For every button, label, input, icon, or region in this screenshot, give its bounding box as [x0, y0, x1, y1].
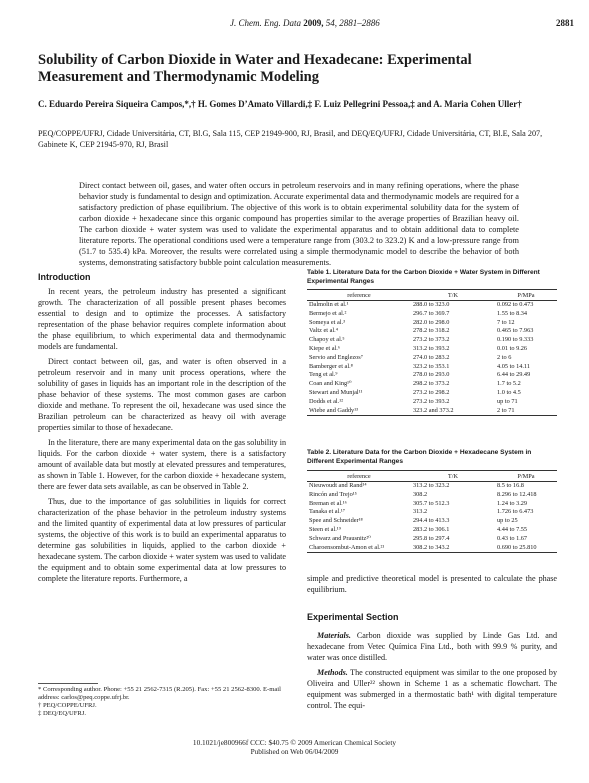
temperature-cell: 295.8 to 297.4: [413, 534, 450, 542]
table-row: [307, 336, 557, 345]
table-row: [307, 389, 557, 398]
reference-cell: Coan and King¹⁰: [309, 380, 352, 388]
methods-label: Methods.: [317, 668, 348, 677]
temperature-cell: 273.2 to 373.2: [413, 336, 450, 344]
pressure-cell: 1.55 to 8.34: [497, 309, 528, 317]
table-row: [307, 491, 557, 500]
footnotes: [38, 686, 286, 718]
reference-cell: Dalmolin et al.¹: [309, 301, 349, 308]
table-row: [307, 310, 557, 319]
pressure-cell: 0.43 to 1.67: [497, 534, 528, 542]
table2: [307, 470, 557, 553]
pressure-cell: 0.690 to 25.810: [495, 544, 557, 553]
reference-cell: Tanaka et al.¹⁷: [309, 508, 345, 516]
right-column-text: simple and predictive theoretical model is presented to calculate the phase equilibrium.: [307, 574, 557, 594]
table2-header-reference: reference: [307, 471, 411, 482]
temperature-cell: 308.2: [413, 490, 428, 498]
pressure-cell: 2 to 6: [497, 353, 512, 361]
temperature-cell: 283.2 to 306.1: [413, 525, 450, 533]
author-list: C. Eduardo Pereira Siqueira Campos,*,† H. Gomes D’Amato Villardi,‡ F. Luiz Pellegrini Pessoa,‡ and A. Maria Cohen Uller†: [38, 99, 522, 109]
reference-cell: Bamberger et al.⁸: [309, 362, 353, 370]
temperature-cell: 298.2 to 373.2: [413, 380, 450, 388]
table1-header-pressure: P/MPa: [495, 290, 557, 301]
experimental-body: [307, 630, 557, 715]
table2-header-pressure: P/MPa: [495, 471, 557, 482]
temperature-cell: 323.2 and 373.2: [411, 407, 495, 416]
table-row: [307, 380, 557, 389]
table-row: [307, 407, 557, 416]
publication-date-line: Published on Web 06/04/2009: [250, 747, 339, 756]
doi-copyright-line: 10.1021/je800966f CCC: $40.75 © 2009 American Chemical Society: [192, 738, 397, 747]
pressure-cell: 0.01 to 9.26: [497, 344, 528, 352]
table-row: [307, 301, 557, 310]
footnote-rule: [38, 683, 98, 684]
abstract: Direct contact between oil, gases, and water often occurs in petroleum reservoirs and in many refining operations, where the phase behavior study is fundamental to design and optimization. Accurate experimental data and thermodynamic models are required for a satisfactory prediction of phase equilibrium. The objective of this work is to obtain experimental solubility data for the system of carbon dioxide + hexadecane since this organic compound has properties similar to the average properties of Brazilian heavy oil. The carbon dioxide + water system was used to validate the experimental apparatus and to obtain additional data to complete literature reports. The operational conditions used were a temperature range from (303.2 to 323.2) K and a low-pressure range from (51.7 to 535.4) kPa. Moreover, the results were correlated using a simple thermodynamic model to describe the behavior of both systems, demonstrating satisfactory bubble point calculation measurements.: [79, 181, 519, 267]
table-row: [307, 398, 557, 407]
reference-cell: Teng et al.⁹: [309, 371, 338, 379]
table-row: [307, 354, 557, 363]
temperature-cell: 305.7 to 512.3: [413, 499, 450, 507]
reference-cell: Servio and Englezos⁷: [309, 353, 363, 361]
pressure-cell: 6.44 to 29.49: [497, 371, 531, 379]
article-title: Solubility of Carbon Dioxide in Water and Hexadecane: Experimental Measurement and Thermodynamic Modeling: [38, 52, 472, 85]
temperature-cell: 282.0 to 298.0: [413, 318, 450, 326]
footnote: † PEQ/COPPE/UFRJ.: [38, 702, 97, 709]
table-row: [307, 535, 557, 544]
pressure-cell: 2 to 71: [495, 407, 557, 416]
reference-cell: Bermejo et al.²: [309, 309, 347, 317]
table2-caption: Table 2. Literature Data for the Carbon Dioxide + Hexadecane System in Different Experimental Ranges: [307, 449, 532, 465]
reference-cell: Someya et al.³: [309, 318, 345, 326]
pressure-cell: up to 71: [497, 397, 518, 405]
paragraph: In recent years, the petroleum industry has presented a significant growth. The characterization of all possible present phases becomes essential to design and to optimize the processes. A satisfactory representation of the phase behavior requires complete information about the phase equilibrium, to which experimental data and thermodynamic models are fundamental.: [38, 287, 286, 351]
reference-cell: Wiebe and Gaddy¹³: [307, 407, 411, 416]
reference-cell: Dodds et al.¹²: [309, 397, 344, 405]
pressure-cell: 8.5 to 16.8: [497, 482, 524, 489]
running-header: [0, 18, 589, 30]
pressure-cell: up to 25: [497, 517, 518, 525]
pressure-cell: 8.296 to 12.418: [497, 490, 537, 498]
pressure-cell: 1.24 to 3.29: [497, 499, 528, 507]
table-row: [307, 544, 557, 553]
temperature-cell: 273.2 to 298.2: [413, 388, 450, 396]
pressure-cell: 4.05 to 14.11: [497, 362, 531, 370]
paragraph: In the literature, there are many experimental data on the gas solubility in liquids. For the carbon dioxide + water system, there is a satisfactory amount of available data but mostly at elevated pressures and temperatures, as shown in Table 1. However, for the carbon dioxide + hexadecane system, there are fewer data sets available, as can be observed in Table 2.: [38, 438, 286, 491]
table-row: [307, 371, 557, 380]
temperature-cell: 313.2 to 323.2: [413, 482, 450, 489]
pressure-cell: 0.092 to 0.473: [497, 301, 534, 308]
table-row: [307, 345, 557, 354]
pressure-cell: 1.726 to 6.473: [497, 508, 534, 516]
reference-cell: Rincón and Trejo¹⁵: [309, 490, 357, 498]
reference-cell: Steen et al.¹⁹: [309, 525, 341, 533]
temperature-cell: 296.7 to 369.7: [413, 309, 450, 317]
temperature-cell: 278.0 to 293.0: [413, 371, 450, 379]
reference-cell: Valtz et al.⁴: [309, 327, 338, 335]
table-row: [307, 482, 557, 491]
temperature-cell: 313.2 to 393.2: [413, 344, 450, 352]
table-row: [307, 508, 557, 517]
table1-body: [307, 301, 557, 416]
affiliation: PEQ/COPPE/UFRJ, Cidade Universitária, CT, Bl.G, Sala 115, CEP 21949-900, RJ, Brasil, and DEQ/EQ/UFRJ, Cidade Universitária, CT, Bl.E, Sala 207, Gabinete K, CEP 21945-970, RJ, Brasil: [38, 129, 543, 149]
table-row: [307, 327, 557, 336]
temperature-cell: 274.0 to 283.2: [413, 353, 450, 361]
temperature-cell: 308.2 to 343.2: [411, 544, 495, 553]
table-row: [307, 500, 557, 509]
temperature-cell: 294.4 to 413.3: [413, 517, 450, 525]
materials-paragraph: [307, 630, 557, 663]
pressure-cell: 4.44 to 7.55: [497, 525, 528, 533]
temperature-cell: 273.2 to 393.2: [413, 397, 450, 405]
reference-cell: Breman et al.¹⁶: [309, 499, 347, 507]
table-row: [307, 319, 557, 328]
materials-label: Materials.: [317, 631, 351, 640]
materials-text: Carbon dioxide was supplied by Linde Gas Ltd. and hexadecane from Vetec Química Fina Ltd., both with 99.9 % purity, and water was once distilled.: [307, 631, 557, 662]
reference-cell: Kiepe et al.⁶: [309, 344, 341, 352]
table1-header-temperature: T/K: [411, 290, 495, 301]
introduction-body: [38, 286, 286, 588]
pressure-cell: 1.0 to 4.5: [497, 388, 521, 396]
reference-cell: Spee and Schneider¹⁸: [309, 517, 363, 525]
reference-cell: Stewart and Munjal¹¹: [309, 388, 363, 396]
table-row: [307, 363, 557, 372]
methods-paragraph: [307, 667, 557, 711]
paragraph: Direct contact between oil, gas, and water is often observed in a petroleum reservoir and in many unit process operations, where the solubility of gases in liquids has an important role in the description of the phase behavior of these systems. The most common gases are carbon dioxide and methane. To represent the oil, hexadecane was used since the Brazilian petroleum can be characterized as heavy oil with average properties similar to those of hexadecane.: [38, 357, 286, 432]
table-row: [307, 526, 557, 535]
reference-cell: Schwarz and Prausnitz²⁰: [309, 534, 371, 542]
section-heading-introduction: Introduction: [38, 272, 91, 282]
page-number: 2881: [556, 18, 574, 28]
paragraph: Thus, due to the importance of gas solubilities in liquids for correct characterization of the phase behavior in the petroleum industry systems and the limited quantity of experimental data at low pressures of particular systems, the objective of this work is to build an experimental apparatus to determine gas solubilities in liquids, applied to the carbon dioxide + hexadecane system. The carbon dioxide + water system was used to validate the equipment and to obtain some experimental data at low pressures to complete the literature reports. Furthermore, a: [38, 497, 286, 583]
table1-header-reference: reference: [307, 290, 411, 301]
page-footer: [0, 738, 589, 756]
temperature-cell: 313.2: [413, 508, 428, 516]
table1: [307, 289, 557, 416]
pressure-cell: 7 to 12: [497, 318, 515, 326]
reference-cell: Chapoy et al.⁵: [309, 336, 345, 344]
pressure-cell: 0.190 to 9.333: [497, 336, 534, 344]
reference-cell: Charoensombut-Amon et al.²¹: [307, 544, 411, 553]
reference-cell: Nieuwoudt and Rand¹⁴: [309, 482, 367, 489]
temperature-cell: 278.2 to 318.2: [413, 327, 450, 335]
table1-caption: Table 1. Literature Data for the Carbon Dioxide + Water System in Different Experimental Ranges: [307, 269, 540, 285]
temperature-cell: 288.0 to 323.0: [413, 301, 450, 308]
table-row: [307, 517, 557, 526]
pressure-cell: 0.465 to 7.963: [497, 327, 534, 335]
journal-citation: J. Chem. Eng. Data 2009, 54, 2881–2886: [230, 18, 380, 28]
pressure-cell: 1.7 to 5.2: [497, 380, 521, 388]
footnote: * Corresponding author. Phone: +55 21 2562-7315 (R.205). Fax: +55 21 2562-8300. E-mail address: carlos@peq.coppe.ufrj.br.: [38, 686, 281, 701]
table2-header-temperature: T/K: [411, 471, 495, 482]
section-heading-experimental: Experimental Section: [307, 612, 399, 622]
footnote: ‡ DEQ/EQ/UFRJ.: [38, 710, 86, 717]
table2-body: [307, 482, 557, 553]
methods-text: The constructed equipment was similar to the one proposed by Oliveira and Uller²² shown in Scheme 1 as a schematic flowchart. The equipment was submerged in a thermostatic bath¹ with digital temperature control. The equi-: [307, 668, 557, 710]
temperature-cell: 323.2 to 353.1: [413, 362, 450, 370]
